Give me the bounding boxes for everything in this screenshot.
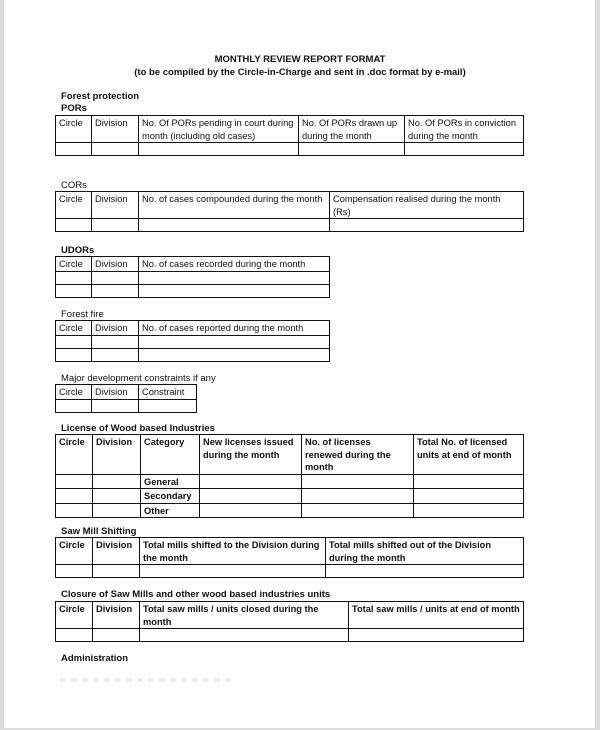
table-cell[interactable] <box>414 489 524 504</box>
table-cell[interactable] <box>139 271 330 284</box>
column-header: No. Of PORs drawn up during the month <box>299 116 405 143</box>
table-row <box>56 629 524 642</box>
table-row <box>56 474 524 489</box>
table-cell[interactable] <box>92 348 139 361</box>
column-header: Circle <box>56 192 92 219</box>
column-header: Compensation realised during the month (Rs) <box>330 192 524 219</box>
table-cell[interactable] <box>302 474 414 489</box>
table-cell[interactable] <box>92 271 139 284</box>
table-cell[interactable] <box>349 629 524 642</box>
column-header: Total mills shifted to the Division during the month <box>140 538 326 565</box>
table-cell[interactable] <box>92 335 139 348</box>
table-row <box>56 284 330 297</box>
column-header: No. Of PORs pending in court during month (including old cases) <box>139 116 299 143</box>
column-header: Division <box>92 385 139 400</box>
table-header-row <box>56 435 524 475</box>
table-cell[interactable] <box>414 503 524 518</box>
column-header: Circle <box>56 602 93 629</box>
table-row <box>56 143 524 156</box>
table-row <box>56 219 524 232</box>
cors-table <box>55 191 524 232</box>
table-cell[interactable] <box>92 219 139 232</box>
section-heading-forest-protection: Forest protection <box>61 91 140 102</box>
table-cell[interactable] <box>56 335 92 348</box>
category-label: Other <box>141 503 200 518</box>
subsection-label-pors: PORs <box>61 103 87 114</box>
section-heading-wood-industries: License of Wood based Industries <box>61 423 215 434</box>
column-header: Division <box>93 602 140 629</box>
table-cell[interactable] <box>56 284 92 297</box>
table-cell[interactable] <box>93 503 141 518</box>
column-header: No. of cases reported during the month <box>139 321 330 336</box>
table-cell[interactable] <box>139 348 330 361</box>
table-header-row <box>56 116 524 143</box>
table-cell[interactable] <box>302 503 414 518</box>
column-header: Total No. of licensed units at end of month <box>414 435 524 475</box>
subsection-label-constraints: Major development constraints if any <box>61 373 216 384</box>
table-cell[interactable] <box>139 335 330 348</box>
column-header: Circle <box>56 116 92 143</box>
table-cell[interactable] <box>302 489 414 504</box>
forest-fire-table <box>55 320 330 362</box>
table-cell[interactable] <box>56 565 93 578</box>
table-cell[interactable] <box>56 489 93 504</box>
column-header: Division <box>92 192 139 219</box>
table-row <box>56 503 524 518</box>
constraints-table <box>55 384 197 413</box>
column-header: Total saw mills / units at end of month <box>349 602 524 629</box>
column-header: Constraint <box>139 385 197 400</box>
column-header: Circle <box>56 321 92 336</box>
subsection-label-udors: UDORs <box>61 245 95 256</box>
saw-mill-shifting-table <box>55 537 524 578</box>
table-cell[interactable] <box>140 629 349 642</box>
column-header: Division <box>92 257 139 272</box>
column-header: Division <box>92 116 139 143</box>
pors-table <box>55 115 524 156</box>
table-row <box>56 348 330 361</box>
table-cell[interactable] <box>93 489 141 504</box>
table-row <box>56 399 197 412</box>
table-cell[interactable] <box>56 474 93 489</box>
table-cell[interactable] <box>139 219 330 232</box>
wood-industries-table <box>55 434 524 518</box>
table-header-row <box>56 538 524 565</box>
table-cell[interactable] <box>93 565 140 578</box>
table-cell[interactable] <box>93 629 140 642</box>
table-header-row <box>56 385 197 400</box>
column-header: Circle <box>56 385 92 400</box>
table-cell[interactable] <box>56 348 92 361</box>
subsection-label-cors: CORs <box>61 180 87 191</box>
column-header: No. of cases compounded during the month <box>139 192 330 219</box>
table-cell[interactable] <box>405 143 524 156</box>
document-subtitle: (to be compiled by the Circle-in-Charge and sent in .doc format by e-mail) <box>134 67 466 78</box>
category-label: Secondary <box>141 489 200 504</box>
table-row <box>56 489 524 504</box>
column-header: Division <box>93 538 140 565</box>
section-heading-saw-mill-shifting: Saw Mill Shifting <box>61 526 137 537</box>
table-row <box>56 565 524 578</box>
section-heading-closure: Closure of Saw Mills and other wood based industries units <box>61 589 331 600</box>
closure-table <box>55 601 524 642</box>
column-header: Division <box>93 435 141 475</box>
column-header: Circle <box>56 257 92 272</box>
table-cell[interactable] <box>139 143 299 156</box>
table-cell[interactable] <box>140 565 326 578</box>
table-cell[interactable] <box>92 284 139 297</box>
column-header: Circle <box>56 435 93 475</box>
table-cell[interactable] <box>56 399 92 412</box>
document-title: MONTHLY REVIEW REPORT FORMAT <box>214 54 386 65</box>
table-cell[interactable] <box>56 271 92 284</box>
column-header: Total mills shifted out of the Division during the month <box>326 538 524 565</box>
subsection-label-forest-fire: Forest fire <box>61 309 104 320</box>
table-cell[interactable] <box>92 143 139 156</box>
column-header: No. of licenses renewed during the month <box>302 435 414 475</box>
section-heading-administration: Administration <box>61 653 129 664</box>
table-cell[interactable] <box>56 629 93 642</box>
column-header: Category <box>141 435 200 475</box>
column-header: Division <box>92 321 139 336</box>
table-cell[interactable] <box>93 474 141 489</box>
table-cell[interactable] <box>56 143 92 156</box>
table-cell[interactable] <box>330 219 524 232</box>
column-header: No. of cases recorded during the month <box>139 257 330 272</box>
table-cell[interactable] <box>92 399 139 412</box>
table-cell[interactable] <box>200 489 302 504</box>
table-cell[interactable] <box>56 219 92 232</box>
category-label: General <box>141 474 200 489</box>
table-header-row <box>56 321 330 336</box>
column-header: New licenses issued during the month <box>200 435 302 475</box>
table-row <box>56 335 330 348</box>
column-header: No. Of PORs in conviction during the month <box>405 116 524 143</box>
table-cell[interactable] <box>326 565 524 578</box>
column-header: Circle <box>56 538 93 565</box>
column-header: Total saw mills / units closed during the month <box>140 602 349 629</box>
faded-text-line <box>60 678 230 682</box>
table-cell[interactable] <box>56 503 93 518</box>
table-cell[interactable] <box>139 284 330 297</box>
udors-table <box>55 256 330 298</box>
table-cell[interactable] <box>200 503 302 518</box>
table-cell[interactable] <box>139 399 197 412</box>
table-cell[interactable] <box>299 143 405 156</box>
table-cell[interactable] <box>200 474 302 489</box>
table-header-row <box>56 257 330 272</box>
table-row <box>56 271 330 284</box>
table-header-row <box>56 192 524 219</box>
table-header-row <box>56 602 524 629</box>
table-cell[interactable] <box>414 474 524 489</box>
